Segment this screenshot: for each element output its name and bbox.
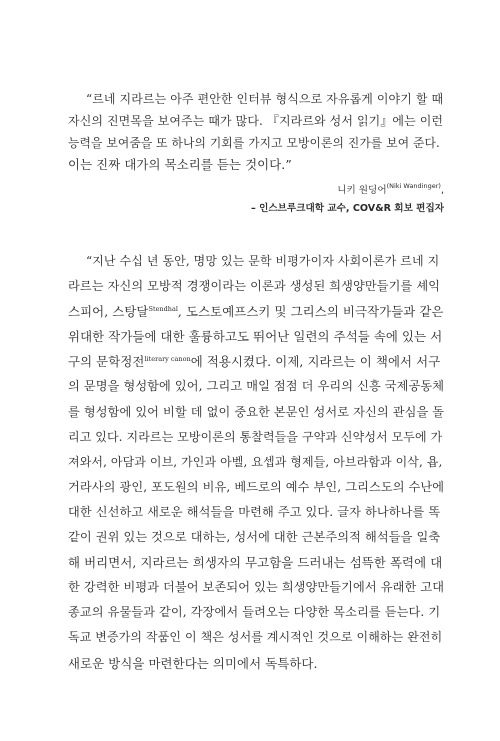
- quote-2-text: 스피어, 스탕달: [68, 304, 149, 320]
- quote-2-line: 같이 권위 있는 것으로 대하는, 성서에 대한 근본주의적 해석들을 일축: [68, 530, 441, 545]
- quote-2-line: [68, 299, 444, 324]
- quote-1-author: [64, 182, 444, 199]
- quote-2-text: 구의 문학정전: [68, 354, 145, 370]
- quote-1-author-role: – 인스브루크대학 교수, COV&R 회보 편집자: [250, 203, 444, 214]
- quote-2-line: 의 문명을 형성함에 있어, 그리고 매일 점점 더 우리의 신흥 국제공동체: [68, 379, 445, 394]
- quote-2-line: 라르는 자신의 모방적 경쟁이라는 이론과 생성된 희생양만들기를 셰익: [68, 279, 441, 294]
- quote-2-line: 리고 있다. 지라르는 모방이론의 통찰력들을 구약과 신약성서 모두에 가: [68, 429, 443, 444]
- quote-1-line: 자신의 진면목을 보여주는 때가 많다. 『지라르와 성서 읽기』에는 이런: [68, 114, 444, 128]
- quote-2-line: “지난 수십 년 동안, 명망 있는 문학 비평가이자 사회이론가 르네 지: [86, 254, 440, 268]
- quote-2-line: 대한 신선하고 새로운 해석들을 마련해 주고 있다. 글자 하나하나를 똑: [68, 504, 441, 519]
- quote-2-line: 종교의 유물들과 같이, 각장에서 들려오는 다양한 목소리를 듣는다. 기: [68, 605, 441, 620]
- original-term-stendhal: Stendhal: [148, 305, 178, 314]
- quote-2-line: 위대한 작가들에 대한 훌륭하고도 뛰어난 일련의 주석들 속에 있는 서: [68, 329, 443, 345]
- quote-2-text: 에 적용시켰다. 이제, 지라르는 이 책에서 서구: [190, 354, 441, 370]
- author-name-original: (Niki Wandinger): [386, 182, 441, 190]
- quote-2-text: , 도스토예프스키 및 그리스의 비극작가들과 같은: [177, 304, 444, 320]
- quote-2-line: 거라사의 광인, 포도원의 비유, 베드로의 예수 부인, 그리스도의 수난에: [68, 479, 445, 494]
- quote-1-line: 능력을 보여줌을 또 하나의 기회를 가지고 모방이론의 진가를 보여 준다.: [68, 136, 440, 150]
- quote-2-line: 져와서, 아담과 이브, 가인과 아벨, 요셉과 형제들, 아브라함과 이삭, 욥,: [68, 454, 443, 469]
- author-name-suffix: ,: [440, 185, 444, 196]
- quote-2-line: [68, 349, 444, 374]
- quote-1-line: “르네 지라르는 아주 편안한 인터뷰 형식으로 자유롭게 이야기 할 때: [86, 92, 444, 106]
- quote-2-line: 독교 변증가의 작품인 이 책은 성서를 계시적인 것으로 이해하는 완전히: [68, 630, 443, 645]
- quote-2-line: 를 형성함에 있어 비할 데 없이 중요한 본문인 성서로 자신의 관심을 돌: [68, 404, 445, 419]
- quote-2-line: 새로운 방식을 마련한다는 의미에서 독특하다.: [68, 655, 318, 671]
- quote-2-line: 해 버리면서, 지라르는 희생자의 무고함을 드러내는 섬뜩한 폭력에 대: [68, 555, 443, 571]
- author-name: 니키 원딩어: [337, 185, 387, 196]
- quote-2-line: 한 강력한 비평과 더불어 보존되어 있는 희생양만들기에서 유래한 고대: [68, 580, 445, 595]
- original-term-literary-canon: literary canon: [144, 355, 191, 364]
- endorsement-quote-1: [68, 88, 444, 176]
- endorsement-quote-2: [68, 249, 444, 676]
- quote-1-line: 이는 진짜 대가의 목소리를 듣는 것이다.”: [68, 157, 292, 172]
